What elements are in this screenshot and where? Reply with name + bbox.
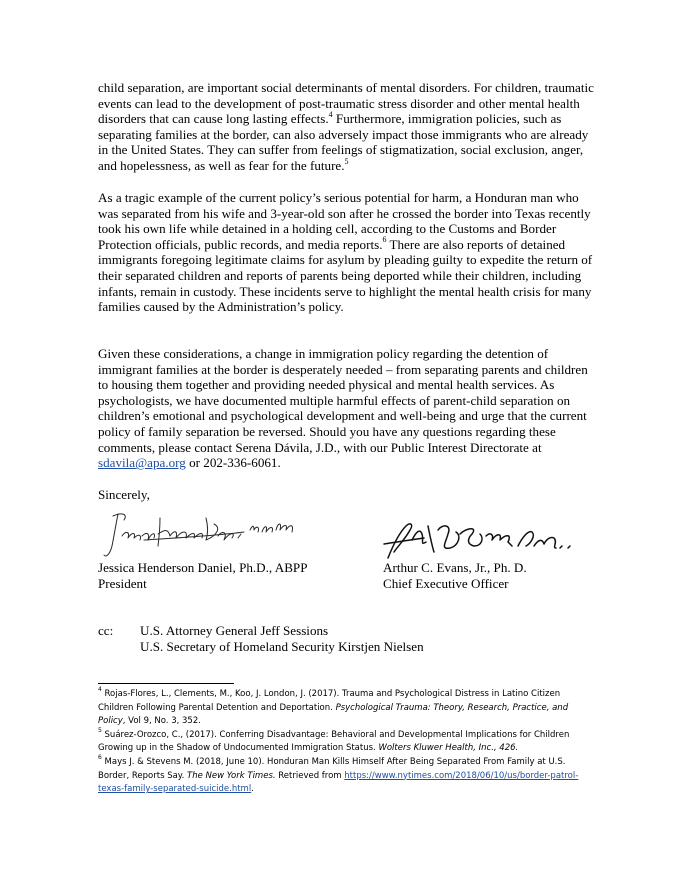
footnote-text: Suárez-Orozco, C., (2017). Conferring Disadvantage: Behavioral and Developmental Implications for Children Growing up in the Shadow of Undocumented Immigration Status. <box>98 729 570 754</box>
footnote-journal: Psychological Trauma: Theory, Research, Practice, and Policy <box>98 702 569 727</box>
footnote-text: , Vol 9, No. 3, 352. <box>122 716 201 727</box>
cc-label: cc: <box>98 623 114 638</box>
signature-arthur-c-evans <box>382 518 574 562</box>
footnote-text: Mays J. & Stevens M. (2018, June 10). Honduran Man Kills Himself After Being Separated From Family at U.S. Border, Reports Say. <box>98 756 566 781</box>
paragraph-text: or 202-336-6061. <box>185 455 281 471</box>
cc-recipient: U.S. Secretary of Homeland Security Kirstjen Nielsen <box>140 638 424 654</box>
body-paragraph-3 <box>98 346 596 471</box>
signatory-name: Arthur C. Evans, Jr., Ph. D. <box>383 560 527 575</box>
closing: Sincerely, <box>98 487 150 502</box>
footnote-text: Retrieved from <box>275 770 345 781</box>
footnote-divider <box>98 683 234 684</box>
signatory-title: Chief Executive Officer <box>383 575 509 591</box>
signatory-name: Jessica Henderson Daniel, Ph.D., ABPP <box>98 560 308 575</box>
footnote-ref: 4 <box>328 109 333 119</box>
footnote-journal: Wolters Kluwer Health, Inc., 426. <box>378 743 519 754</box>
paragraph-text: child separation, are important social determinants of mental disorders. For children, traumatic events can lead to the development of post-traumatic stress disorder and other mental health disorders that can cause long lasting effects. <box>98 80 594 127</box>
body-paragraph-1 <box>98 80 596 174</box>
cc-recipient: U.S. Attorney General Jeff Sessions <box>140 623 329 638</box>
footnote-text: . <box>251 784 254 795</box>
body-paragraph-2 <box>98 190 596 315</box>
signatory-right <box>383 560 527 591</box>
signature-jessica-henderson-daniel <box>104 508 304 560</box>
footnote-text: Rojas-Flores, L., Clements, M., Koo, J. London, J. (2017). Trauma and Psychological Distress in Latino Citizen Children Following Parental Detention and Deportation. <box>98 689 561 713</box>
footnote-ref: 6 <box>382 235 387 245</box>
paragraph-text: There are also reports of detained immigrants foregoing legitimate claims for asylum by pleading guilty to expedite the return of their separated children and reports of parents being deported while their children, including infants, remain in custody. These incidents serve to highlight the mental health crisis for many families caused by the Administration’s policy. <box>98 236 593 315</box>
paragraph-text: Given these considerations, a change in immigration policy regarding the detention of immigrant families at the border is desperately needed – from separating parents and children to housing them together and providing needed physical and mental health services. As psychologists, we have documented multiple harmful effects of parent-child separation on children’s emotional and psychological development and well-being and urge that the current policy of family separation be reversed. Should you have any questions regarding these comments, please contact Serena Dávila, J.D., with our Public Interest Directorate at <box>98 346 588 455</box>
footnote-4 <box>98 688 598 729</box>
footnotes <box>98 688 598 797</box>
paragraph-text: As a tragic example of the current policy’s serious potential for harm, a Honduran man who was separated from his wife and 3-year-old son after he crossed the border into Texas recently took his own life while detained in a holding cell, according to the Customs and Border Protection officials, public records, and media reports. <box>98 190 591 252</box>
footnote-5 <box>98 726 598 756</box>
footnote-6 <box>98 756 598 797</box>
footnote-ref: 5 <box>344 156 349 166</box>
footnote-number: 6 <box>98 754 102 762</box>
footnote-url-link[interactable]: https://www.nytimes.com/2018/06/10/us/border-patrol-texas-family-separated-suicide.html <box>98 770 579 795</box>
paragraph-text: Furthermore, immigration policies, such as separating families at the border, can also adversely impact those immigrants who are already in the United States. They can suffer from feelings of stigmatization, social exclusion, anger, and hopelessness, as well as fear for the future. <box>98 111 589 173</box>
footnote-number: 5 <box>98 726 102 734</box>
footnote-number: 4 <box>98 686 102 694</box>
signatory-left <box>98 560 308 591</box>
email-link[interactable]: sdavila@apa.org <box>98 455 186 471</box>
footnote-journal: The New York Times. <box>187 770 276 781</box>
cc-recipients <box>140 623 424 654</box>
signatory-title: President <box>98 575 147 591</box>
